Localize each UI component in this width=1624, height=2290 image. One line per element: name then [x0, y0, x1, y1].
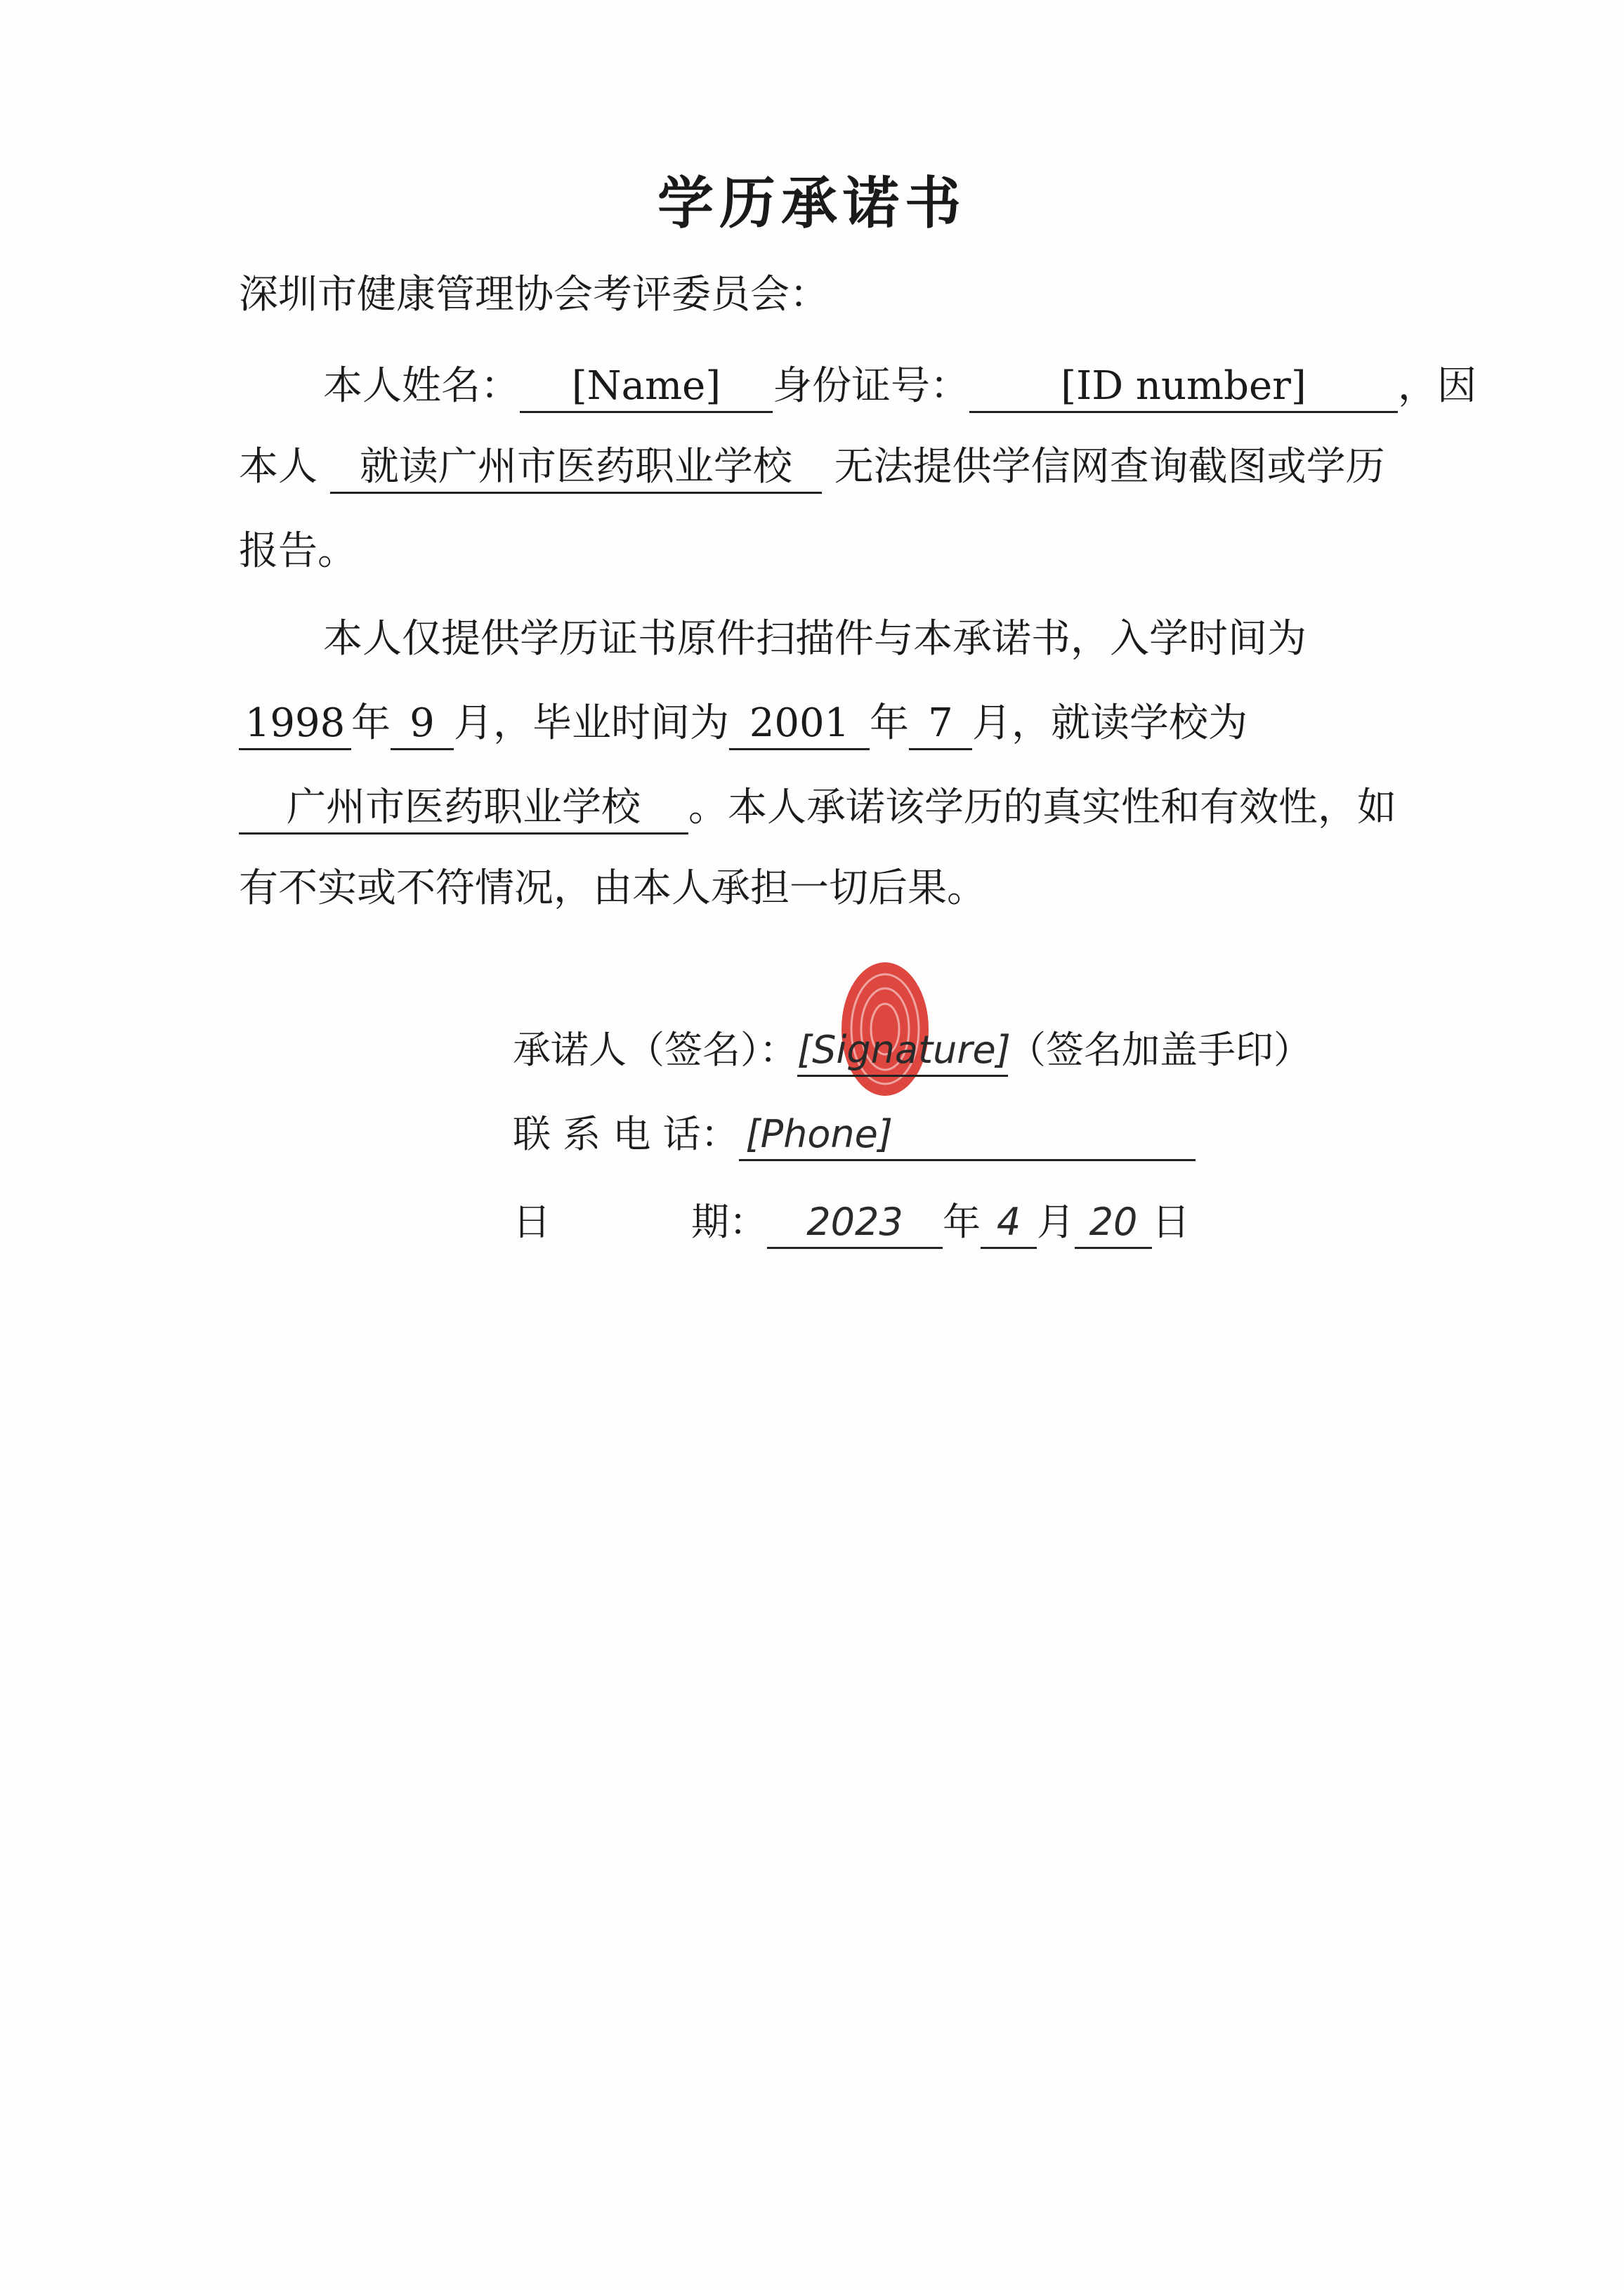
id-number-field: [ID number] [969, 362, 1398, 413]
grad-label: ，毕业时间为 [493, 700, 729, 746]
enroll-month-field: 9 [391, 699, 454, 750]
date-year-char: 年 [943, 1200, 981, 1244]
p2-line2 [239, 695, 1248, 752]
grad-month-field: 7 [909, 699, 972, 750]
date-label-2: 期： [691, 1200, 767, 1244]
date-year-field: 2023 [767, 1198, 943, 1249]
p1-line3: 报告。 [239, 528, 357, 574]
p2-line1: 本人仅提供学历证书原件扫描件与本承诺书，入学时间为 [323, 616, 1307, 662]
phone-field: [Phone] [739, 1110, 1196, 1161]
name-field: [Name] [520, 362, 773, 413]
p1-line2-suffix: 无法提供学信网查询截图或学历 [834, 444, 1385, 490]
reason-field: 就读广州市医药职业学校 [330, 443, 822, 494]
document-title: 学历承诺书 [657, 170, 967, 236]
date-month-char: 月 [1037, 1200, 1075, 1244]
date-label-1: 日 [513, 1200, 551, 1244]
phone-label: 联 系 电 话： [513, 1112, 739, 1156]
p2-line3-suffix: 。本人承诺该学历的真实性和有效性，如 [688, 785, 1396, 830]
grad-year-field: 2001 [729, 699, 870, 750]
school-label: ，就读学校为 [1011, 700, 1248, 746]
addressee: 深圳市健康管理协会考评委员会： [239, 272, 829, 318]
year-char-2: 年 [870, 700, 909, 746]
signature-field: [Signature] [797, 1026, 1008, 1077]
signer-line [513, 1022, 1311, 1078]
p1-line1 [323, 358, 1476, 414]
date-line [513, 1194, 1190, 1250]
signer-label: 承诺人（签名）： [513, 1028, 797, 1072]
phone-line [513, 1106, 1196, 1163]
id-label: 身份证号： [773, 363, 969, 409]
p1-line2 [239, 439, 1385, 495]
date-day-char: 日 [1152, 1200, 1190, 1244]
year-char: 年 [351, 700, 391, 746]
p2-line3 [239, 780, 1396, 836]
month-char: 月 [454, 700, 493, 746]
date-month-field: 4 [981, 1198, 1037, 1249]
date-day-field: 20 [1075, 1198, 1152, 1249]
p1-line2-prefix: 本人 [239, 444, 317, 490]
month-char-2: 月 [972, 700, 1011, 746]
signer-note: （签名加盖手印） [1008, 1028, 1311, 1072]
name-label: 本人姓名： [323, 363, 520, 409]
school-field: 广州市医药职业学校 [239, 783, 688, 835]
enroll-year-field: 1998 [239, 699, 351, 750]
p2-line4: 有不实或不符情况，由本人承担一切后果。 [239, 865, 986, 911]
p1-tail: ，因 [1398, 363, 1476, 409]
